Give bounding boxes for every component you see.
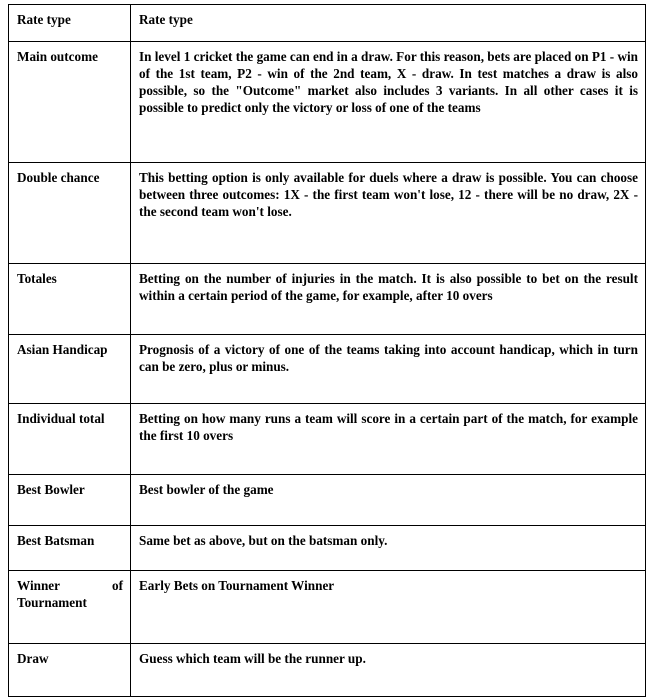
table-row (9, 264, 646, 335)
cell-description: Betting on how many runs a team will score in a certain part of the match, for example the first 10 overs (131, 404, 646, 475)
table-body (9, 5, 646, 697)
header-cell-rate-type: Rate type (9, 5, 131, 42)
rate-type-table (8, 4, 646, 697)
cell-rate-type: Best Batsman (9, 526, 131, 571)
cell-description: Same bet as above, but on the batsman only. (131, 526, 646, 571)
cell-description: In level 1 cricket the game can end in a draw. For this reason, bets are placed on P1 - win of the 1st team, P2 - win of the 2nd team, X - draw. In test matches a draw is also possible, so the "Outcome" market also includes 3 variants. In all other cases it is possible to predict only the victory or loss of one of the teams (131, 42, 646, 163)
cell-description: This betting option is only available for duels where a draw is possible. You can choose between three outcomes: 1X - the first team won't lose, 12 - there will be no draw, 2X - the second team won't lose. (131, 163, 646, 264)
cell-rate-type: Asian Handicap (9, 335, 131, 404)
cell-description: Betting on the number of injuries in the match. It is also possible to bet on the result within a certain period of the game, for example, after 10 overs (131, 264, 646, 335)
header-cell-description: Rate type (131, 5, 646, 42)
table-row (9, 163, 646, 264)
cell-description: Prognosis of a victory of one of the teams taking into account handicap, which in turn can be zero, plus or minus. (131, 335, 646, 404)
table-row (9, 571, 646, 644)
cell-rate-type: Main outcome (9, 42, 131, 163)
table-row (9, 42, 646, 163)
cell-rate-type: Draw (9, 644, 131, 697)
cell-rate-type: Double chance (9, 163, 131, 264)
table-row (9, 526, 646, 571)
table-row (9, 644, 646, 697)
cell-description: Guess which team will be the runner up. (131, 644, 646, 697)
table-row (9, 335, 646, 404)
table-row (9, 475, 646, 526)
table-row (9, 404, 646, 475)
cell-rate-type: Winner of Tournament (9, 571, 131, 644)
cell-description: Best bowler of the game (131, 475, 646, 526)
table-header-row (9, 5, 646, 42)
cell-rate-type: Individual total (9, 404, 131, 475)
cell-rate-type: Best Bowler (9, 475, 131, 526)
cell-description: Early Bets on Tournament Winner (131, 571, 646, 644)
cell-rate-type: Totales (9, 264, 131, 335)
